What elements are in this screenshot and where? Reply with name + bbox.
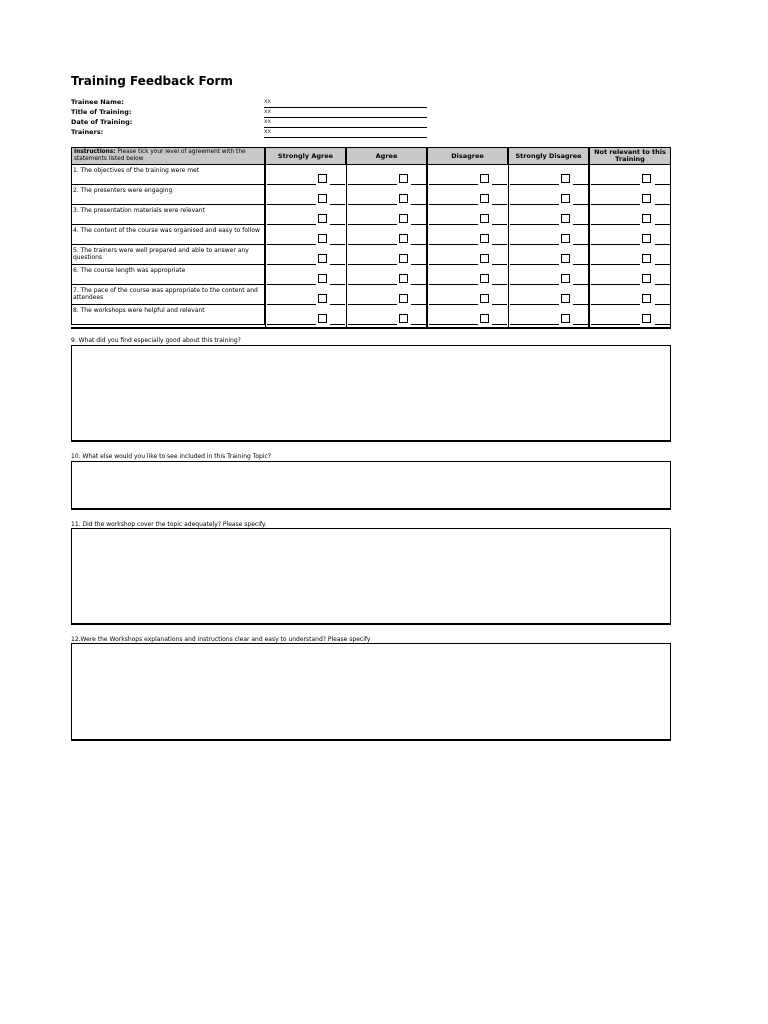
answer-underline [429,284,478,285]
rating-checkbox[interactable] [399,234,408,243]
grid-bottom-border [71,327,671,329]
feedback-rating-grid [71,147,671,328]
answer-underline [429,224,478,225]
answer-underline [267,264,316,265]
column-header-strongly-agree: Strongly Agree [265,147,346,165]
answer-underline [348,204,397,205]
training-title-field[interactable]: xx [264,108,427,118]
trainers-row [71,128,427,138]
rating-checkbox[interactable] [561,274,570,283]
answer-underline [267,304,316,305]
question-10-label: 10. What else would you like to see included in this Training Topic? [71,453,271,460]
rating-checkbox[interactable] [318,274,327,283]
instructions-text: Please tick your level of agreement with the statements listed below [74,149,246,162]
rating-checkbox[interactable] [561,174,570,183]
training-date-label: Date of Training: [71,118,133,126]
answer-underline [492,224,507,225]
question-11-answer-box[interactable] [71,528,671,625]
answer-underline [573,204,588,205]
answer-underline [655,284,670,285]
rating-checkbox[interactable] [480,194,489,203]
answer-underline [330,224,345,225]
training-date-row [71,118,427,128]
training-title-label: Title of Training: [71,108,132,116]
answer-underline [429,184,478,185]
column-divider [426,165,428,328]
rating-checkbox[interactable] [561,314,570,323]
answer-underline [573,184,588,185]
statement-1: 1. The objectives of the training were met [71,165,265,185]
rating-checkbox[interactable] [642,294,651,303]
training-date-field[interactable]: xx [264,118,427,128]
answer-underline [591,204,640,205]
answer-underline [411,324,426,325]
answer-underline [411,284,426,285]
rating-checkbox[interactable] [480,274,489,283]
rating-checkbox[interactable] [642,194,651,203]
rating-checkbox[interactable] [480,214,489,223]
answer-underline [510,264,559,265]
answer-underline [267,224,316,225]
rating-checkbox[interactable] [318,314,327,323]
column-divider [508,165,509,328]
answer-underline [591,324,640,325]
answer-underline [492,244,507,245]
answer-underline [429,304,478,305]
answer-underline [591,184,640,185]
answer-underline [348,244,397,245]
rating-checkbox[interactable] [399,174,408,183]
rating-checkbox[interactable] [480,254,489,263]
answer-underline [330,244,345,245]
answer-underline [348,284,397,285]
question-10-answer-box[interactable] [71,461,671,510]
rating-checkbox[interactable] [399,294,408,303]
rating-checkbox[interactable] [642,214,651,223]
answer-underline [573,264,588,265]
trainers-label: Trainers: [71,128,104,136]
answer-underline [510,304,559,305]
answer-underline [655,264,670,265]
statement-8: 8. The workshops were helpful and relevant [71,305,265,325]
answer-underline [348,184,397,185]
answer-underline [573,224,588,225]
column-divider [265,165,266,328]
answer-underline [267,184,316,185]
answer-underline [655,184,670,185]
rating-checkbox[interactable] [480,294,489,303]
answer-underline [655,304,670,305]
rating-checkbox[interactable] [480,314,489,323]
rating-checkbox[interactable] [399,274,408,283]
answer-underline [411,264,426,265]
form-title: Training Feedback Form [71,74,233,88]
column-header-not-relevant: Not relevant to this Training [589,147,671,165]
rating-checkbox[interactable] [399,194,408,203]
answer-underline [267,204,316,205]
training-title-row [71,108,427,118]
rating-checkbox[interactable] [561,254,570,263]
answer-underline [492,264,507,265]
answer-underline [330,204,345,205]
rating-checkbox[interactable] [318,254,327,263]
question-9-label: 9. What did you find especially good about this training? [71,337,241,344]
answer-underline [348,304,397,305]
answer-underline [330,284,345,285]
answer-underline [348,224,397,225]
rating-checkbox[interactable] [561,294,570,303]
answer-underline [655,324,670,325]
rating-checkbox[interactable] [561,234,570,243]
rating-checkbox[interactable] [561,214,570,223]
question-11-label: 11. Did the workshop cover the topic adequately? Please specify. [71,521,267,528]
answer-underline [348,264,397,265]
column-divider [670,165,671,328]
rating-checkbox[interactable] [480,234,489,243]
statement-4: 4. The content of the course was organised and easy to follow [71,225,265,245]
rating-checkbox[interactable] [399,314,408,323]
answer-underline [411,204,426,205]
answer-underline [655,224,670,225]
answer-underline [591,284,640,285]
question-12-label: 12.Were the Workshops explanations and instructions clear and easy to understand? Please specify [71,636,371,643]
instructions-cell [71,147,265,165]
rating-checkbox[interactable] [480,174,489,183]
rating-checkbox[interactable] [642,274,651,283]
column-header-strongly-disagree: Strongly Disagree [508,147,589,165]
answer-underline [510,284,559,285]
answer-underline [492,324,507,325]
question-9-answer-box[interactable] [71,345,671,442]
answer-underline [429,324,478,325]
answer-underline [330,304,345,305]
column-divider [346,165,347,328]
rating-checkbox[interactable] [642,234,651,243]
answer-underline [573,324,588,325]
instructions-heading: Instructions: [74,149,116,155]
rating-checkbox[interactable] [318,194,327,203]
answer-underline [492,284,507,285]
statement-2: 2. The presenters were engaging [71,185,265,205]
answer-underline [655,204,670,205]
answer-underline [330,184,345,185]
answer-underline [429,244,478,245]
answer-underline [267,324,316,325]
answer-underline [573,244,588,245]
rating-checkbox[interactable] [561,194,570,203]
trainers-field[interactable]: xx [264,128,427,138]
answer-underline [411,244,426,245]
question-12-answer-box[interactable] [71,643,671,741]
answer-underline [510,184,559,185]
answer-underline [591,244,640,245]
rating-checkbox[interactable] [318,294,327,303]
answer-underline [591,264,640,265]
answer-underline [411,224,426,225]
answer-underline [573,284,588,285]
answer-underline [573,304,588,305]
answer-underline [591,224,640,225]
rating-checkbox[interactable] [318,234,327,243]
answer-underline [330,324,345,325]
answer-underline [492,204,507,205]
rating-checkbox[interactable] [642,314,651,323]
answer-underline [492,184,507,185]
answer-underline [348,324,397,325]
statement-6: 6. The course length was appropriate [71,265,265,285]
statement-7: 7. The pace of the course was appropriate to the content and attendees [71,285,265,305]
answer-underline [510,324,559,325]
rating-checkbox[interactable] [318,214,327,223]
answer-underline [429,204,478,205]
rating-checkbox[interactable] [399,214,408,223]
answer-underline [510,244,559,245]
answer-underline [267,244,316,245]
answer-underline [591,304,640,305]
column-header-disagree: Disagree [427,147,508,165]
column-divider [588,165,590,328]
answer-underline [510,224,559,225]
trainee-name-label: Trainee Name: [71,98,124,106]
answer-underline [267,284,316,285]
rating-checkbox[interactable] [318,174,327,183]
trainee-name-row [71,98,427,108]
column-header-agree: Agree [346,147,427,165]
statement-3: 3. The presentation materials were relevant [71,205,265,225]
answer-underline [510,204,559,205]
trainee-name-field[interactable]: xx [264,98,427,108]
answer-underline [655,244,670,245]
answer-underline [492,304,507,305]
statement-5: 5. The trainers were well prepared and able to answer any questions [71,245,265,265]
answer-underline [411,304,426,305]
rating-checkbox[interactable] [399,254,408,263]
answer-underline [411,184,426,185]
rating-checkbox[interactable] [642,174,651,183]
rating-checkbox[interactable] [642,254,651,263]
answer-underline [429,264,478,265]
answer-underline [330,264,345,265]
